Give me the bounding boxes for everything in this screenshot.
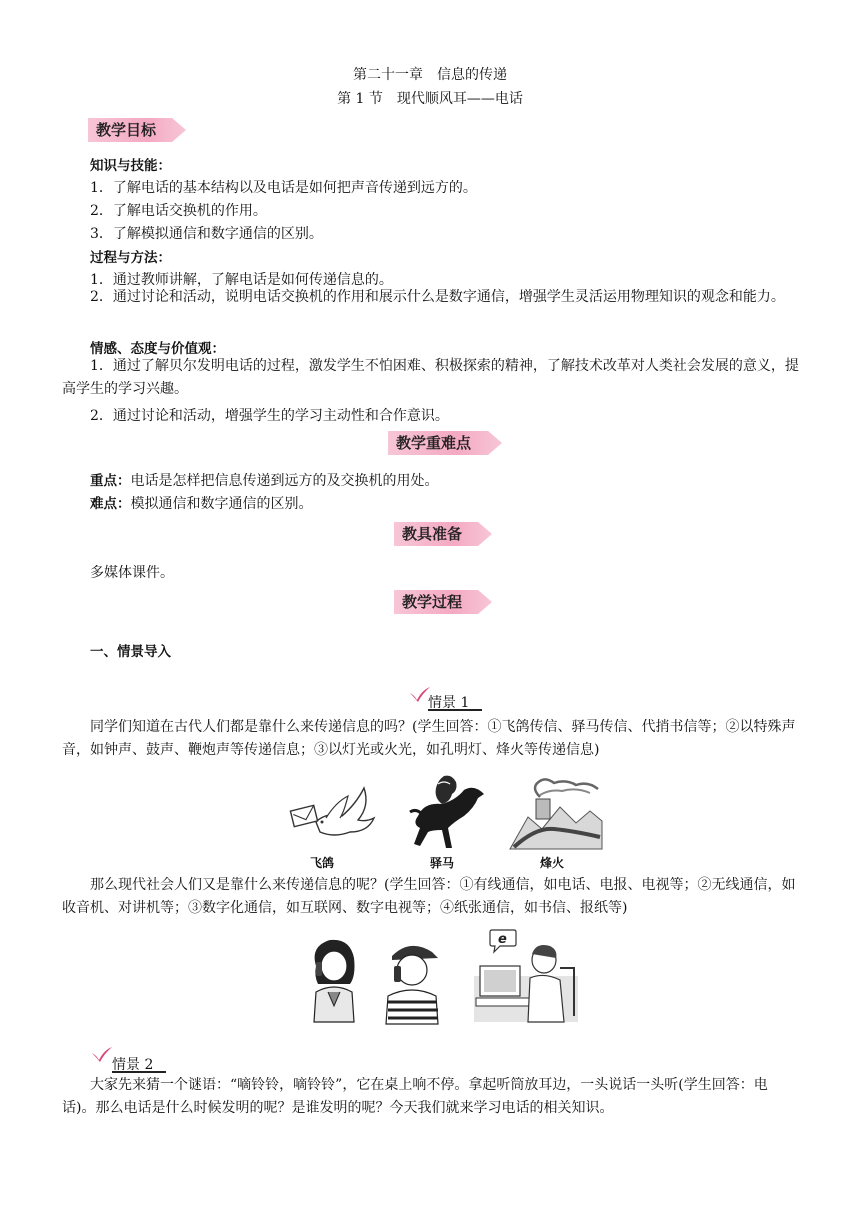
emotion-heading: 情感、态度与价值观： <box>90 341 225 357</box>
tag-process: 教学过程 <box>394 590 492 614</box>
emotion-item: 1．通过了解贝尔发明电话的过程，激发学生不怕困难、积极探索的精神，了解技术改革对人类社会发展的意义，提高学生的学习兴趣。 <box>62 358 799 397</box>
knowledge-item: 2．了解电话交换机的作用。 <box>90 203 267 219</box>
beacon-fire-image <box>510 777 602 849</box>
process-heading: 一、情景导入 <box>90 644 171 660</box>
girl-on-phone-image <box>306 936 362 1022</box>
knowledge-heading: 知识与技能： <box>90 158 171 174</box>
tools-text: 多媒体课件。 <box>90 565 174 581</box>
caption-beacon: 烽火 <box>540 856 565 870</box>
relay-horse-image <box>404 772 488 852</box>
knowledge-item: 3．了解模拟通信和数字通信的区别。 <box>90 226 323 242</box>
chapter-title: 第二十一章 信息的传递 <box>353 67 507 83</box>
boy-on-phone-image <box>380 938 442 1024</box>
caption-horse: 驿马 <box>430 856 455 870</box>
method-heading: 过程与方法： <box>90 250 171 266</box>
modern-communication-text: 那么现代社会人们又是靠什么来传递信息的呢？(学生回答：①有线通信，如电话、电报、电视等；②无线通信，如收音机、对讲机等；③数字化通信，如互联网、数字电视等；④纸张通信，如书信、报纸等) <box>62 877 796 916</box>
tag-key-points: 教学重难点 <box>388 431 502 455</box>
difficulty-line <box>90 492 313 513</box>
focus-label: 重点： <box>90 473 131 489</box>
tag-teaching-goals: 教学目标 <box>88 118 186 142</box>
scene-2-label: 情景 2 <box>112 1054 166 1074</box>
emotion-item: 2．通过讨论和活动，增强学生的学习主动性和合作意识。 <box>90 408 449 424</box>
pigeon-image <box>286 782 378 848</box>
method-item: 2．通过讨论和活动，说明电话交换机的作用和展示什么是数字通信，增强学生灵活运用物理知识的观念和能力。 <box>90 289 785 305</box>
difficulty-text: 模拟通信和数字通信的区别。 <box>130 496 313 512</box>
email-bubble-icon <box>488 928 518 954</box>
section-title: 第 1 节 现代顺风耳——电话 <box>337 91 523 107</box>
difficulty-label: 难点： <box>90 496 131 512</box>
scene-1-text: 同学们知道在古代人们都是靠什么来传递信息的吗？(学生回答：①飞鸽传信、驿马传信、代捎书信等；②以特殊声音，如钟声、鼓声、鞭炮声等传递信息；③以灯光或火光，如孔明灯、烽火等传递信息) <box>62 719 796 758</box>
checkmark-icon <box>90 1045 114 1063</box>
method-item: 1．通过教师讲解，了解电话是如何传递信息的。 <box>90 272 393 288</box>
focus-line <box>90 469 439 490</box>
email-symbol: e <box>498 932 507 947</box>
scene-2-text: 大家先来猜一个谜语：“嘀铃铃，嘀铃铃”，它在桌上响不停。拿起听筒放耳边，一头说话一头听(学生回答：电话)。那么电话是什么时候发明的呢？是谁发明的呢？今天我们就来学习电话的相关知识。 <box>62 1077 768 1116</box>
knowledge-item: 1．了解电话的基本结构以及电话是如何把声音传递到远方的。 <box>90 180 477 196</box>
scene-1-label: 情景 1 <box>428 692 482 712</box>
focus-text: 电话是怎样把信息传递到远方的及交换机的用处。 <box>130 473 439 489</box>
caption-pigeon: 飞鸽 <box>310 856 335 870</box>
tag-tools: 教具准备 <box>394 522 492 546</box>
